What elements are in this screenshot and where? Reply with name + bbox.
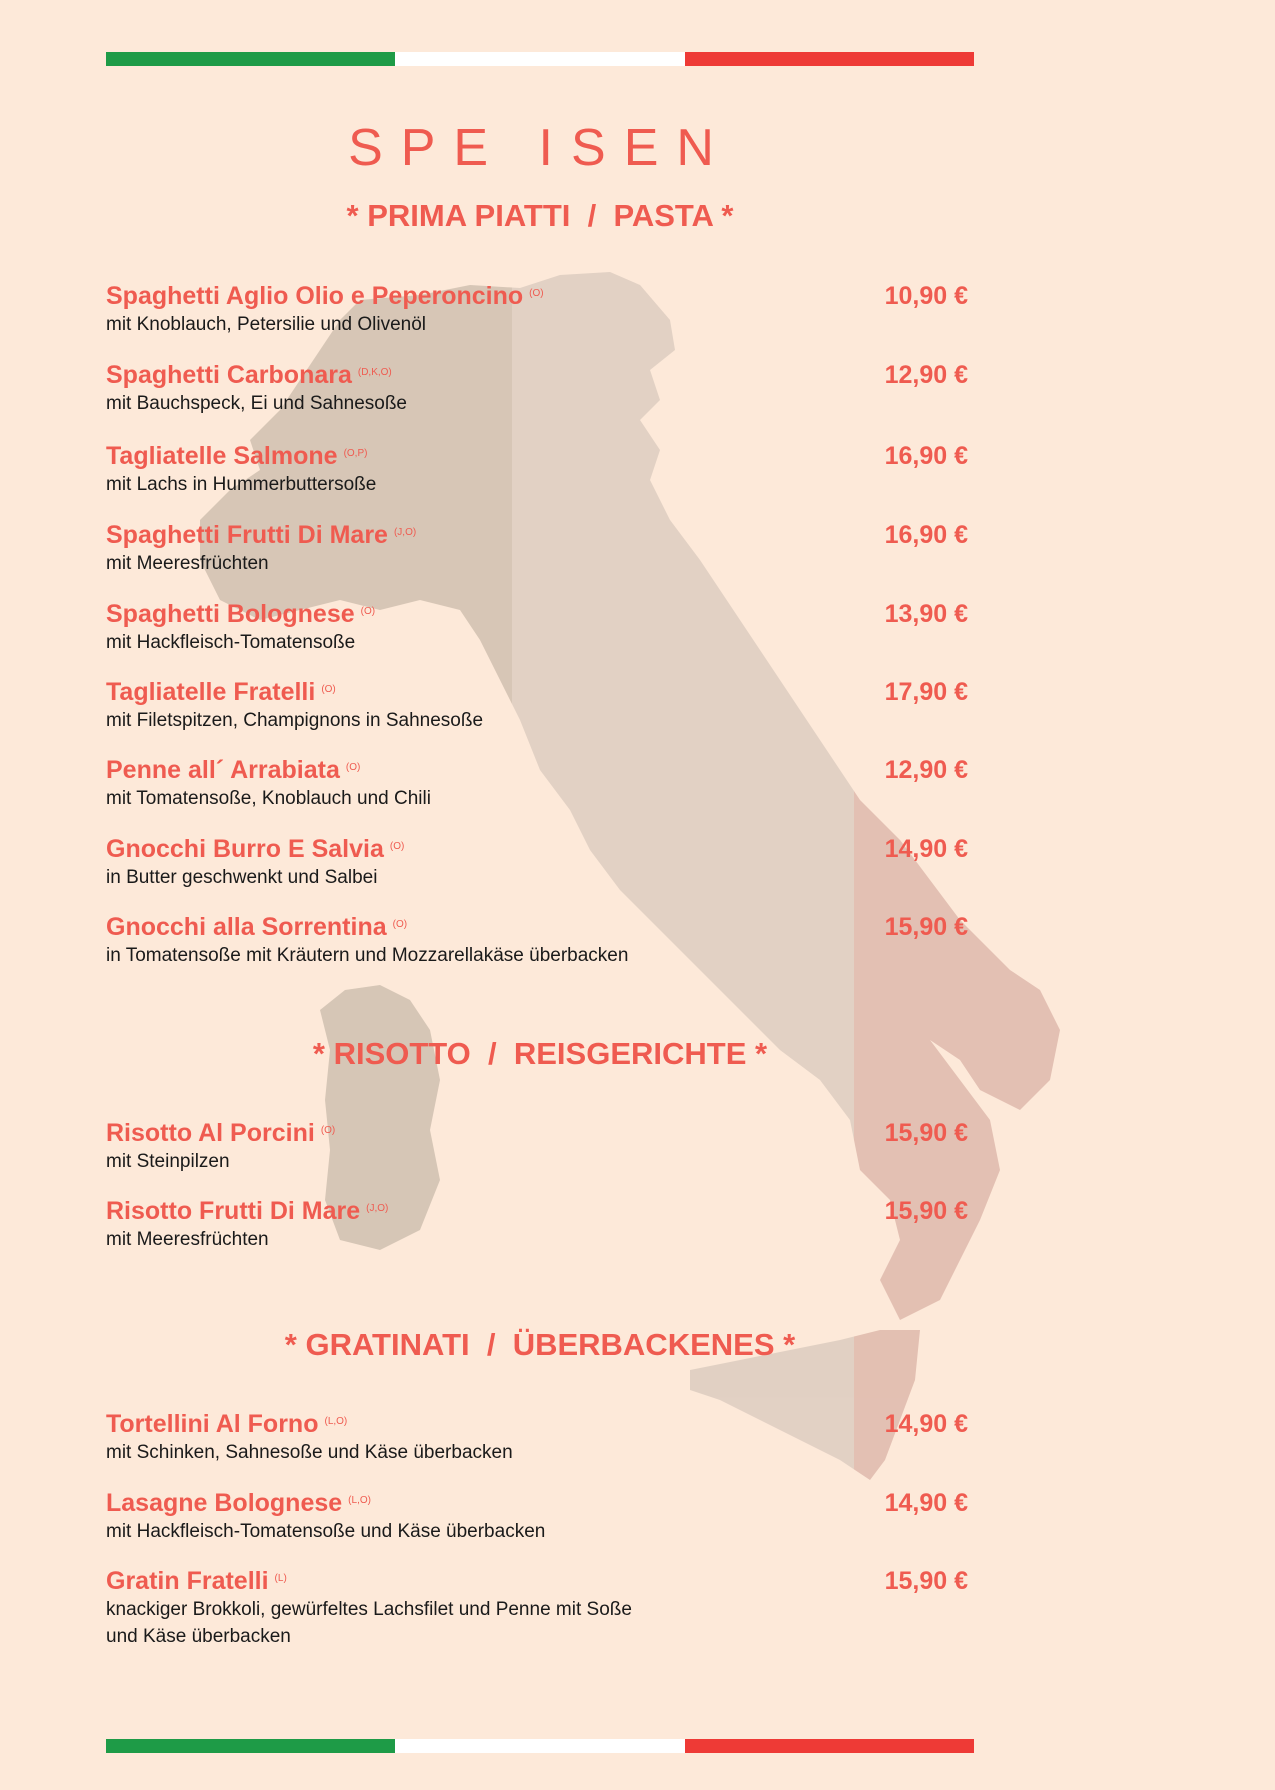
menu-item-price: 15,90 € bbox=[884, 913, 968, 941]
menu-item-name-row bbox=[106, 1488, 974, 1518]
menu-item-name: Gnocchi alla Sorrentina bbox=[106, 913, 387, 941]
menu-item bbox=[106, 912, 974, 969]
menu-item-allergens: (L,O) bbox=[348, 1495, 371, 1506]
menu-item-allergens: (O) bbox=[529, 288, 544, 299]
menu-item-price: 17,90 € bbox=[884, 678, 968, 706]
menu-item-name: Spaghetti Carbonara bbox=[106, 361, 352, 389]
menu-item-allergens: (O) bbox=[389, 841, 405, 852]
menu-item bbox=[106, 677, 974, 734]
menu-item-price: 12,90 € bbox=[884, 361, 968, 389]
menu-item-price: 14,90 € bbox=[884, 1410, 968, 1438]
menu-item-allergens: (O) bbox=[320, 1125, 336, 1136]
section-title: * PRIMA PIATTI / PASTA * bbox=[346, 198, 734, 233]
menu-item-name-row bbox=[106, 912, 974, 942]
menu-item-description: mit Meeresfrüchten bbox=[106, 553, 269, 574]
menu-item-name: Tortellini Al Forno bbox=[106, 1410, 319, 1438]
menu-item-allergens: (L) bbox=[274, 1573, 287, 1584]
menu-item-name: Lasagne Bolognese bbox=[106, 1489, 343, 1517]
menu-item-price: 15,90 € bbox=[884, 1119, 968, 1147]
menu-item-allergens: (O,P) bbox=[343, 448, 368, 459]
menu-item-name: Spaghetti Frutti Di Mare bbox=[106, 521, 388, 549]
menu-item-name: Risotto Al Porcini bbox=[106, 1119, 315, 1147]
menu-item-allergens: (O) bbox=[360, 606, 376, 617]
menu-item-name: Tagliatelle Fratelli bbox=[106, 678, 316, 706]
menu-item-allergens: (L,O) bbox=[324, 1416, 348, 1427]
section-title: * RISOTTO / REISGERICHTE * bbox=[312, 1036, 768, 1071]
menu-item-price: 15,90 € bbox=[884, 1567, 968, 1595]
menu-item-name: Spaghetti Aglio Olio e Peperoncino bbox=[106, 282, 524, 310]
menu-item-description: mit Filetspitzen, Champignons in Sahnesoße bbox=[106, 710, 484, 731]
menu-item-price: 16,90 € bbox=[884, 521, 968, 549]
menu-item-allergens: (O) bbox=[345, 762, 361, 773]
menu-item-name: Gnocchi Burro E Salvia bbox=[106, 835, 384, 863]
menu-item-name: Spaghetti Bolognese bbox=[106, 600, 355, 628]
menu-item-name-row bbox=[106, 599, 974, 629]
menu-item bbox=[106, 281, 974, 338]
menu-item-description: mit Lachs in Hummerbuttersoße bbox=[106, 474, 377, 495]
menu-item bbox=[106, 441, 974, 498]
menu-item-name-row bbox=[106, 281, 974, 311]
menu-item bbox=[106, 834, 974, 891]
menu-item-name-row bbox=[106, 1196, 974, 1226]
menu-item bbox=[106, 1196, 974, 1253]
menu-item bbox=[106, 755, 974, 812]
menu-item-name-row bbox=[106, 755, 974, 785]
menu-item-description: mit Schinken, Sahnesoße und Käse überbacken bbox=[106, 1442, 513, 1463]
menu-item-name: Tagliatelle Salmone bbox=[106, 442, 338, 470]
menu-item-name-row bbox=[106, 834, 974, 864]
page-title: SPE ISEN bbox=[348, 119, 732, 177]
menu-item-name-row bbox=[106, 360, 974, 390]
menu-item-name-row bbox=[106, 520, 974, 550]
menu-item-description: mit Bauchspeck, Ei und Sahnesoße bbox=[106, 393, 408, 414]
menu-item-name: Gratin Fratelli bbox=[106, 1567, 269, 1595]
menu-item bbox=[106, 1409, 974, 1466]
menu-item-description: mit Meeresfrüchten bbox=[106, 1229, 269, 1250]
menu-item-allergens: (O) bbox=[321, 684, 336, 695]
menu-item-name-row bbox=[106, 1409, 974, 1439]
section-title: * GRATINATI / ÜBERBACKENES * bbox=[284, 1327, 796, 1362]
menu-item-description: in Butter geschwenkt und Salbei bbox=[106, 867, 378, 888]
menu-item-description: mit Tomatensoße, Knoblauch und Chili bbox=[106, 788, 431, 809]
menu-item bbox=[106, 520, 974, 577]
flag-red-segment bbox=[685, 1739, 974, 1753]
flag-green-segment bbox=[106, 1739, 395, 1753]
menu-item-description: mit Hackfleisch-Tomatensoße bbox=[106, 632, 356, 653]
menu-item-name-row bbox=[106, 441, 974, 471]
flag-white-segment bbox=[395, 1739, 684, 1753]
italian-flag-stripe-bottom bbox=[106, 1739, 974, 1753]
menu-item-allergens: (J,O) bbox=[366, 1203, 389, 1214]
menu-item-allergens: (J,O) bbox=[393, 527, 417, 538]
menu-item-price: 10,90 € bbox=[884, 282, 968, 310]
menu-item-price: 13,90 € bbox=[884, 600, 968, 628]
menu-item-description: mit Hackfleisch-Tomatensoße und Käse überbacken bbox=[106, 1521, 546, 1542]
menu-item-allergens: (D,K,O) bbox=[357, 367, 392, 378]
menu-item-price: 16,90 € bbox=[884, 442, 968, 470]
menu-item-name: Penne all´ Arrabiata bbox=[106, 756, 340, 784]
menu-item bbox=[106, 599, 974, 656]
menu-item-name-row bbox=[106, 1566, 974, 1596]
menu-item bbox=[106, 1488, 974, 1545]
menu-item bbox=[106, 1566, 974, 1650]
menu-item-name-row bbox=[106, 1118, 974, 1148]
menu-item-price: 12,90 € bbox=[884, 756, 968, 784]
menu-item-description: mit Steinpilzen bbox=[106, 1151, 230, 1172]
menu-item-allergens: (O) bbox=[392, 919, 408, 930]
menu-item-name: Risotto Frutti Di Mare bbox=[106, 1197, 361, 1225]
menu-item bbox=[106, 1118, 974, 1175]
menu-item-name-row bbox=[106, 677, 974, 707]
menu-item-price: 14,90 € bbox=[884, 1489, 968, 1517]
menu-item bbox=[106, 360, 974, 417]
menu-item-price: 14,90 € bbox=[884, 835, 968, 863]
menu-item-description: in Tomatensoße mit Kräutern und Mozzarellakäse überbacken bbox=[106, 945, 629, 966]
menu-item-description: mit Knoblauch, Petersilie und Olivenöl bbox=[106, 314, 427, 335]
menu-item-price: 15,90 € bbox=[884, 1197, 968, 1225]
menu-item-description: knackiger Brokkoli, gewürfeltes Lachsfilet und Penne mit Soße und Käse überbacken bbox=[106, 1599, 632, 1647]
